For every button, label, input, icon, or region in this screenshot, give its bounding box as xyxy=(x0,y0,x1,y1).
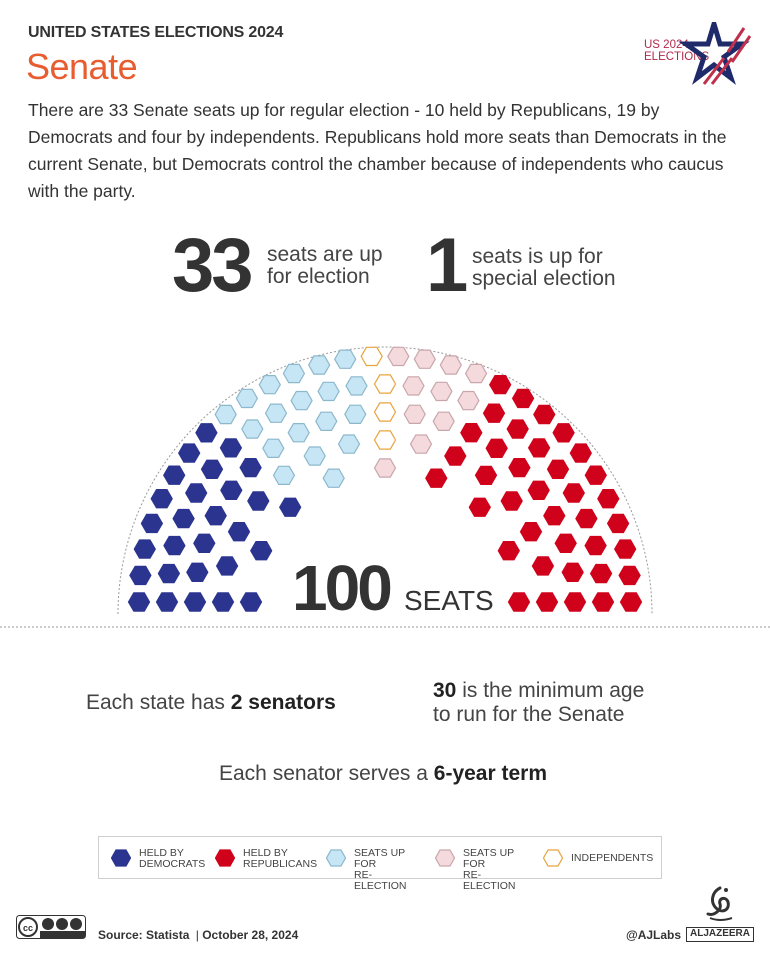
seat-democrat-held xyxy=(157,593,178,611)
seat-democrat-up xyxy=(346,377,367,395)
seat-democrat-held xyxy=(130,566,151,584)
intro-paragraph: There are 33 Senate seats up for regular election - 10 held by Republicans, 19 by Democrats and four by independents. Republicans hold more seats than Democrats in the current Senate, but Democrats control the chamber because of independents who caucus with the party. xyxy=(28,100,727,201)
seat-republican-up xyxy=(466,364,487,382)
seat-republican-held xyxy=(513,389,534,407)
seat-democrat-held xyxy=(196,424,217,442)
seat-republican-held xyxy=(528,481,549,499)
seat-independent xyxy=(375,431,396,449)
special-seats-number: 1 xyxy=(426,223,466,308)
seat-democrat-held xyxy=(240,459,261,477)
seat-republican-up xyxy=(375,459,396,477)
seat-democrat-up xyxy=(236,389,257,407)
seat-democrat-held xyxy=(164,466,185,484)
source-date: October 28, 2024 xyxy=(202,928,299,942)
seat-democrat-up xyxy=(288,424,309,442)
seat-republican-held xyxy=(563,484,584,502)
seat-republican-held xyxy=(476,466,497,484)
seat-democrat-up xyxy=(283,364,304,382)
seat-democrat-held xyxy=(164,537,185,555)
star-stripes-icon xyxy=(644,22,752,86)
seat-independent xyxy=(361,347,382,365)
seat-democrat-up xyxy=(335,350,356,368)
seat-republican-held xyxy=(570,444,591,462)
seat-republican-held xyxy=(598,490,619,508)
seat-republican-held xyxy=(426,469,447,487)
total-seats-label: SEATS xyxy=(404,585,494,616)
seat-republican-held xyxy=(532,557,553,575)
seat-republican-up xyxy=(403,377,424,395)
seat-republican-up xyxy=(414,350,435,368)
ajlabs-handle: @AJLabs xyxy=(626,928,682,942)
seat-republican-held xyxy=(469,498,490,516)
legend-label-dem-held: HELD BY DEMOCRATS xyxy=(139,847,206,870)
seat-republican-held xyxy=(490,376,511,394)
seat-democrat-up xyxy=(309,356,330,374)
seat-democrat-held xyxy=(186,484,207,502)
seat-democrat-held xyxy=(220,439,241,457)
seat-democrat-held xyxy=(202,460,223,478)
fact-senators-per-state xyxy=(86,691,336,715)
seat-republican-held xyxy=(621,593,642,611)
svg-text:cc: cc xyxy=(22,923,34,933)
hexagon-rep-up-icon xyxy=(435,849,455,867)
seat-republican-held xyxy=(529,439,550,457)
seat-republican-held xyxy=(544,507,565,525)
source-line xyxy=(98,928,298,942)
seat-democrat-held xyxy=(241,593,262,611)
seat-republican-held xyxy=(576,510,597,528)
aljazeera-logo xyxy=(686,884,754,944)
seat-republican-held xyxy=(585,466,606,484)
seat-democrat-held xyxy=(205,507,226,525)
seat-democrat-held xyxy=(229,523,250,541)
kicker: UNITED STATES ELECTIONS 2024 xyxy=(28,24,284,41)
regular-seats-caption-1: seats are up xyxy=(267,243,383,266)
legend-label-dem-up: SEATS UP FOR RE-ELECTION xyxy=(354,847,407,892)
seat-republican-up xyxy=(440,356,461,374)
seat-democrat-up xyxy=(259,376,280,394)
logo-text-elections: ELECTIONS xyxy=(644,51,710,63)
seat-democrat-held xyxy=(185,593,206,611)
seat-republican-held xyxy=(445,447,466,465)
seat-democrat-up xyxy=(318,382,339,400)
legend-label-rep-held: HELD BY REPUBLICANS xyxy=(243,847,318,870)
legend xyxy=(98,836,662,892)
seat-republican-held xyxy=(619,566,640,584)
seat-democrat-up xyxy=(263,439,284,457)
seat-republican-held xyxy=(537,593,558,611)
special-seats-caption-1: seats is up for xyxy=(472,245,603,268)
fact-age-suffix-2: to run for the Senate xyxy=(433,703,625,726)
seat-democrat-held xyxy=(187,563,208,581)
seat-democrat-held xyxy=(194,534,215,552)
seat-republican-held xyxy=(521,523,542,541)
seat-democrat-up xyxy=(339,435,360,453)
legend-label-independent: INDEPENDENTS xyxy=(571,852,654,864)
seat-democrat-up xyxy=(323,469,344,487)
seat-democrat-held xyxy=(173,510,194,528)
logo-text-year: US 2024 xyxy=(644,39,689,51)
fact-term-prefix: Each senator serves a xyxy=(219,762,434,785)
legend-label-rep-up: SEATS UP FOR RE-ELECTION xyxy=(463,847,516,892)
seat-republican-held xyxy=(507,420,528,438)
seat-republican-up xyxy=(404,405,425,423)
seat-democrat-held xyxy=(217,557,238,575)
seat-republican-held xyxy=(615,540,636,558)
fact-term-length xyxy=(219,762,547,786)
seat-republican-held xyxy=(591,565,612,583)
seat-republican-held xyxy=(553,424,574,442)
seat-republican-up xyxy=(433,412,454,430)
seat-republican-held xyxy=(509,593,530,611)
fact-age-bold: 30 xyxy=(433,679,457,702)
source-separator: | xyxy=(195,928,199,942)
aljazeera-calligraphy-icon xyxy=(686,884,754,924)
fact-state-bold: 2 senators xyxy=(230,691,336,714)
seat-republican-held xyxy=(608,514,629,532)
seat-democrat-up xyxy=(291,392,312,410)
seat-republican-up xyxy=(458,392,479,410)
fact-minimum-age xyxy=(433,679,644,727)
seat-democrat-held xyxy=(251,542,272,560)
hexagon-dem-up-icon xyxy=(326,849,346,867)
special-seats-caption-2: special election xyxy=(472,267,616,290)
seat-democrat-held xyxy=(248,492,269,510)
source-label: Source: xyxy=(98,928,143,942)
seat-democrat-up xyxy=(215,405,236,423)
seat-democrat-held xyxy=(151,490,172,508)
aljazeera-wordmark: ALJAZEERA xyxy=(686,927,754,942)
seat-democrat-up xyxy=(304,447,325,465)
page-title: Senate xyxy=(26,46,138,87)
fact-term-bold: 6-year term xyxy=(433,762,548,785)
seat-independent xyxy=(375,375,396,393)
seat-republican-held xyxy=(562,563,583,581)
seat-democrat-held xyxy=(179,444,200,462)
seat-democrat-held xyxy=(134,540,155,558)
hexagon-independent-icon xyxy=(543,849,563,867)
seat-republican-held xyxy=(461,424,482,442)
seat-republican-held xyxy=(565,593,586,611)
seat-democrat-held xyxy=(129,593,150,611)
regular-seats-caption-2: for election xyxy=(267,265,370,288)
seat-democrat-up xyxy=(274,466,295,484)
seat-democrat-up xyxy=(345,405,366,423)
fact-state-prefix: Each state has xyxy=(86,691,231,714)
seat-republican-up xyxy=(431,382,452,400)
fact-age-suffix-1: is the minimum age xyxy=(456,679,645,702)
hexagon-dem-held-icon xyxy=(111,849,131,867)
source-name: Statista xyxy=(146,928,190,942)
seat-democrat-held xyxy=(280,498,301,516)
seat-republican-up xyxy=(411,435,432,453)
seat-democrat-held xyxy=(158,565,179,583)
total-seats-number: 100 xyxy=(292,552,390,624)
seat-republican-held xyxy=(509,459,530,477)
seat-republican-held xyxy=(548,460,569,478)
seat-democrat-up xyxy=(266,404,287,422)
cc-by-nc-sa-icon xyxy=(16,915,86,939)
seat-democrat-held xyxy=(221,481,242,499)
seat-republican-up xyxy=(388,347,409,365)
seat-republican-held xyxy=(585,537,606,555)
seat-republican-held xyxy=(486,439,507,457)
us-elections-logo xyxy=(644,22,752,86)
seat-republican-held xyxy=(555,534,576,552)
seat-independent xyxy=(375,403,396,421)
seat-democrat-held xyxy=(141,514,162,532)
seat-republican-held xyxy=(501,492,522,510)
seat-republican-held xyxy=(484,404,505,422)
seat-democrat-up xyxy=(242,420,263,438)
seat-republican-held xyxy=(498,542,519,560)
seat-democrat-held xyxy=(213,593,234,611)
seat-republican-held xyxy=(593,593,614,611)
seat-democrat-up xyxy=(316,412,337,430)
seat-republican-held xyxy=(534,405,555,423)
hexagon-rep-held-icon xyxy=(215,849,235,867)
regular-seats-number: 33 xyxy=(172,223,251,308)
